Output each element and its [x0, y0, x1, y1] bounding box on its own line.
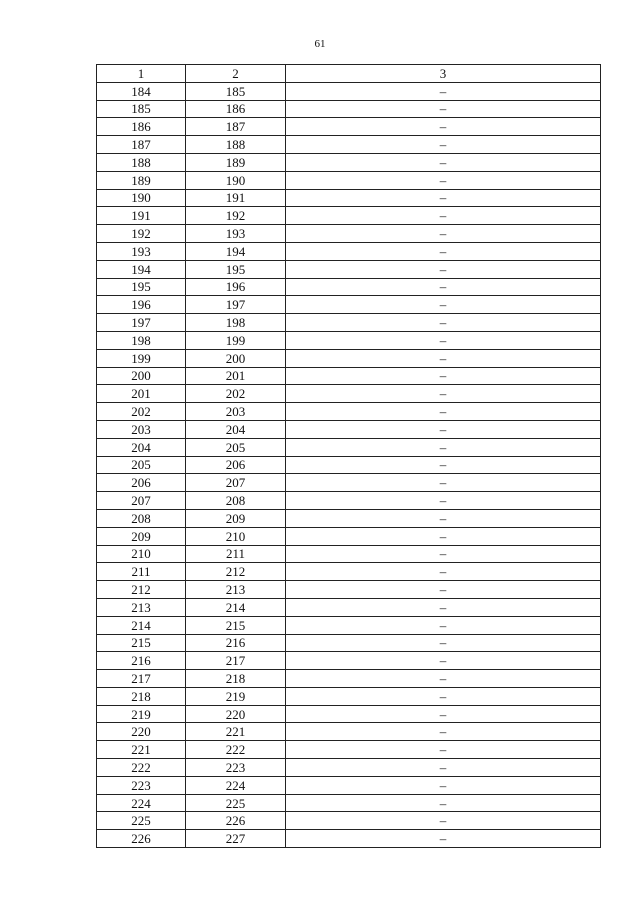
table-row [97, 136, 601, 154]
col-2-cell: 210 [186, 527, 286, 545]
col-3-cell: – [286, 278, 601, 296]
table-row [97, 153, 601, 171]
table-row [97, 634, 601, 652]
col-2-cell: 221 [186, 723, 286, 741]
col-1-cell: 191 [97, 207, 186, 225]
col-1-cell: 220 [97, 723, 186, 741]
col-1-cell: 193 [97, 242, 186, 260]
col-1-cell: 213 [97, 598, 186, 616]
col-3-cell: – [286, 776, 601, 794]
col-1-cell: 207 [97, 492, 186, 510]
table-row [97, 759, 601, 777]
col-3-cell: – [286, 474, 601, 492]
col-1-cell: 201 [97, 385, 186, 403]
col-1-cell: 199 [97, 349, 186, 367]
col-1-cell: 196 [97, 296, 186, 314]
col-1-cell: 187 [97, 136, 186, 154]
col-3-cell: – [286, 527, 601, 545]
col-2-cell: 194 [186, 242, 286, 260]
col-2-cell: 226 [186, 812, 286, 830]
col-3-cell: – [286, 136, 601, 154]
col-3-cell: – [286, 207, 601, 225]
col-3-cell: – [286, 296, 601, 314]
table-row [97, 652, 601, 670]
col-2-cell: 217 [186, 652, 286, 670]
table-row [97, 776, 601, 794]
col-1-cell: 214 [97, 616, 186, 634]
col-1-cell: 218 [97, 687, 186, 705]
col-3-cell: – [286, 616, 601, 634]
col-2-cell: 225 [186, 794, 286, 812]
col-1-cell: 194 [97, 260, 186, 278]
table-row [97, 278, 601, 296]
page-number: 61 [314, 38, 326, 50]
table-row [97, 385, 601, 403]
col-2-cell: 188 [186, 136, 286, 154]
col-2-cell: 223 [186, 759, 286, 777]
col-1-cell: 225 [97, 812, 186, 830]
table-row [97, 794, 601, 812]
col-2-cell: 211 [186, 545, 286, 563]
col-2-cell: 216 [186, 634, 286, 652]
col-1-cell: 217 [97, 670, 186, 688]
col-2-cell: 200 [186, 349, 286, 367]
table-row [97, 545, 601, 563]
col-3-cell: – [286, 100, 601, 118]
col-1-cell: 205 [97, 456, 186, 474]
col-2-cell: 198 [186, 314, 286, 332]
table-row [97, 723, 601, 741]
col-1-cell: 226 [97, 830, 186, 848]
col-1-cell: 185 [97, 100, 186, 118]
col-2-cell: 191 [186, 189, 286, 207]
table-row [97, 670, 601, 688]
table-row [97, 705, 601, 723]
table-row [97, 456, 601, 474]
col-3-cell: – [286, 314, 601, 332]
col-3-cell: – [286, 741, 601, 759]
col-3-cell: – [286, 225, 601, 243]
col-1-cell: 212 [97, 581, 186, 599]
column-header-2: 2 [186, 65, 286, 83]
col-3-cell: – [286, 260, 601, 278]
col-3-cell: – [286, 812, 601, 830]
col-3-cell: – [286, 723, 601, 741]
col-2-cell: 219 [186, 687, 286, 705]
col-1-cell: 216 [97, 652, 186, 670]
col-1-cell: 224 [97, 794, 186, 812]
col-3-cell: – [286, 385, 601, 403]
col-2-cell: 202 [186, 385, 286, 403]
col-3-cell: – [286, 438, 601, 456]
col-3-cell: – [286, 367, 601, 385]
col-1-cell: 204 [97, 438, 186, 456]
col-3-cell: – [286, 456, 601, 474]
col-2-cell: 207 [186, 474, 286, 492]
col-3-cell: – [286, 830, 601, 848]
col-3-cell: – [286, 420, 601, 438]
col-2-cell: 206 [186, 456, 286, 474]
col-2-cell: 201 [186, 367, 286, 385]
col-3-cell: – [286, 794, 601, 812]
col-1-cell: 202 [97, 403, 186, 421]
column-header-3: 3 [286, 65, 601, 83]
table-row [97, 563, 601, 581]
col-3-cell: – [286, 705, 601, 723]
table-row [97, 741, 601, 759]
table-row [97, 474, 601, 492]
table-row [97, 331, 601, 349]
table-row [97, 509, 601, 527]
table-row [97, 207, 601, 225]
table-row [97, 492, 601, 510]
table-row [97, 420, 601, 438]
col-1-cell: 208 [97, 509, 186, 527]
table-header-row [97, 65, 601, 83]
table-row [97, 82, 601, 100]
col-3-cell: – [286, 563, 601, 581]
col-1-cell: 223 [97, 776, 186, 794]
col-3-cell: – [286, 242, 601, 260]
table-row [97, 438, 601, 456]
col-1-cell: 210 [97, 545, 186, 563]
table-row [97, 349, 601, 367]
col-1-cell: 203 [97, 420, 186, 438]
col-3-cell: – [286, 331, 601, 349]
col-3-cell: – [286, 82, 601, 100]
table-row [97, 260, 601, 278]
col-2-cell: 195 [186, 260, 286, 278]
col-2-cell: 218 [186, 670, 286, 688]
col-2-cell: 212 [186, 563, 286, 581]
col-3-cell: – [286, 687, 601, 705]
table-row [97, 616, 601, 634]
col-3-cell: – [286, 759, 601, 777]
table-row [97, 687, 601, 705]
col-2-cell: 208 [186, 492, 286, 510]
col-3-cell: – [286, 171, 601, 189]
col-2-cell: 220 [186, 705, 286, 723]
col-3-cell: – [286, 153, 601, 171]
col-3-cell: – [286, 545, 601, 563]
col-3-cell: – [286, 670, 601, 688]
col-1-cell: 186 [97, 118, 186, 136]
col-2-cell: 215 [186, 616, 286, 634]
col-1-cell: 222 [97, 759, 186, 777]
col-3-cell: – [286, 581, 601, 599]
table-row [97, 296, 601, 314]
table-row [97, 598, 601, 616]
col-2-cell: 205 [186, 438, 286, 456]
table-row [97, 118, 601, 136]
col-1-cell: 206 [97, 474, 186, 492]
table-row [97, 100, 601, 118]
col-2-cell: 222 [186, 741, 286, 759]
col-1-cell: 219 [97, 705, 186, 723]
col-3-cell: – [286, 349, 601, 367]
table-body [97, 82, 601, 847]
col-1-cell: 197 [97, 314, 186, 332]
table-row [97, 830, 601, 848]
col-3-cell: – [286, 652, 601, 670]
table-row [97, 367, 601, 385]
col-1-cell: 192 [97, 225, 186, 243]
col-2-cell: 185 [186, 82, 286, 100]
col-1-cell: 211 [97, 563, 186, 581]
col-3-cell: – [286, 634, 601, 652]
col-1-cell: 189 [97, 171, 186, 189]
col-2-cell: 186 [186, 100, 286, 118]
col-1-cell: 195 [97, 278, 186, 296]
col-2-cell: 213 [186, 581, 286, 599]
col-1-cell: 184 [97, 82, 186, 100]
col-2-cell: 192 [186, 207, 286, 225]
table-row [97, 314, 601, 332]
col-1-cell: 198 [97, 331, 186, 349]
col-3-cell: – [286, 118, 601, 136]
col-2-cell: 224 [186, 776, 286, 794]
col-2-cell: 227 [186, 830, 286, 848]
col-1-cell: 209 [97, 527, 186, 545]
col-2-cell: 190 [186, 171, 286, 189]
col-1-cell: 221 [97, 741, 186, 759]
col-3-cell: – [286, 403, 601, 421]
col-1-cell: 188 [97, 153, 186, 171]
column-header-1: 1 [97, 65, 186, 83]
table-row [97, 527, 601, 545]
table-row [97, 242, 601, 260]
col-3-cell: – [286, 598, 601, 616]
table-row [97, 171, 601, 189]
col-1-cell: 215 [97, 634, 186, 652]
table-row [97, 189, 601, 207]
col-1-cell: 200 [97, 367, 186, 385]
col-3-cell: – [286, 189, 601, 207]
table-row [97, 225, 601, 243]
col-3-cell: – [286, 492, 601, 510]
data-table [96, 64, 601, 848]
col-2-cell: 209 [186, 509, 286, 527]
col-2-cell: 189 [186, 153, 286, 171]
col-2-cell: 203 [186, 403, 286, 421]
col-2-cell: 193 [186, 225, 286, 243]
col-2-cell: 187 [186, 118, 286, 136]
col-1-cell: 190 [97, 189, 186, 207]
col-2-cell: 196 [186, 278, 286, 296]
table-row [97, 581, 601, 599]
col-3-cell: – [286, 509, 601, 527]
col-2-cell: 204 [186, 420, 286, 438]
table-row [97, 812, 601, 830]
table-row [97, 403, 601, 421]
col-2-cell: 214 [186, 598, 286, 616]
col-2-cell: 197 [186, 296, 286, 314]
col-2-cell: 199 [186, 331, 286, 349]
